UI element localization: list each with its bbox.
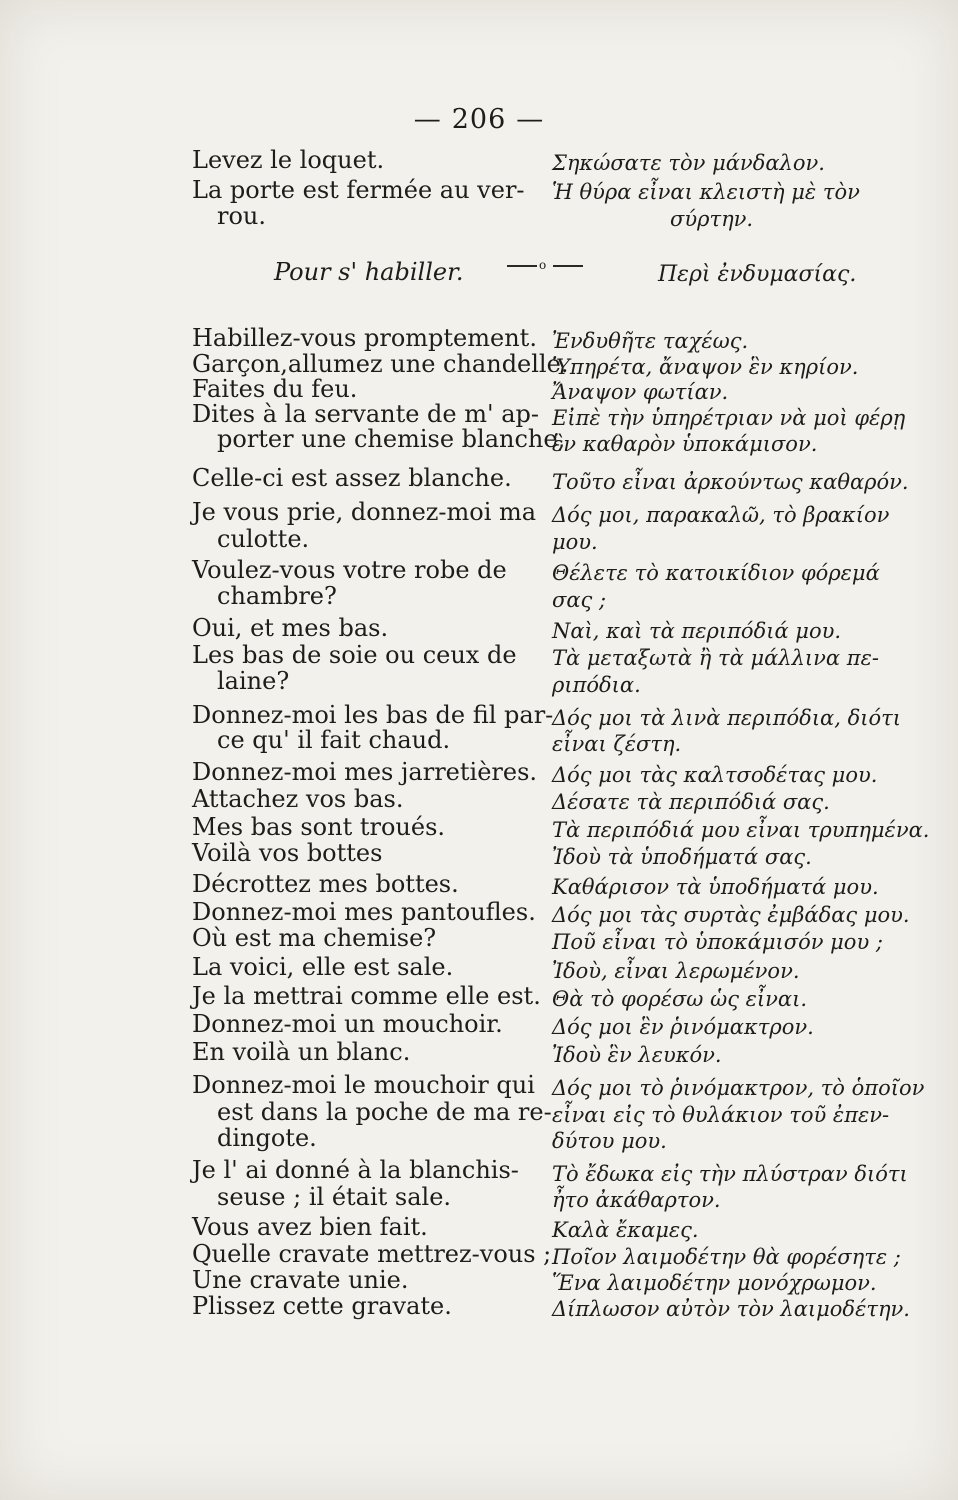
french-line: Faites du feu. [192,375,358,403]
french-line: Donnez-moi mes jarretières. [192,758,538,786]
french-line: Voilà vos bottes [192,839,383,867]
greek-line: Τὰ περιπόδιά μου εἶναι τρυπημένα. [552,818,930,842]
french-line: Oui, et mes bas. [192,614,389,642]
greek-line: Τὸ ἔδωκα εἰς τὴν πλύστραν διότι [552,1162,908,1186]
french-line: En voilà un blanc. [192,1038,411,1066]
greek-line: Δός μοι τὰ λινὰ περιπόδια, διότι [552,706,901,730]
greek-line: Δός μοι τὰς καλτσοδέτας μου. [552,763,878,787]
greek-line: Θὰ τὸ φορέσω ὡς εἶναι. [552,987,808,1011]
french-line: Une cravate unie. [192,1266,409,1294]
greek-line: Ἰδοὺ τὰ ὑποδήματά σας. [552,845,812,869]
greek-line: Δέσατε τὰ περιπόδιά σας. [552,790,830,814]
french-line: Garçon,allumez une chandelle. [192,350,569,378]
greek-line: Τοῦτο εἶναι ἀρκούντως καθαρόν. [552,470,909,494]
greek-line: Ποῦ εἶναι τὸ ὑποκάμισόν μου ; [552,930,883,954]
greek-line: Εἰπὲ τὴν ὑπηρέτριαν νὰ μοὶ φέρῃ [552,406,906,430]
greek-line: Τὰ μεταξωτὰ ἢ τὰ μάλλινα πε- [552,646,879,670]
greek-line: Καθάρισον τὰ ὑποδήματά μου. [552,875,879,899]
french-line: porter une chemise blanche, [217,425,566,453]
greek-line: Ἐνδυθῆτε ταχέως. [552,329,749,353]
french-line: Donnez-moi les bas de fil par- [192,701,554,729]
greek-line: Δός μοι, παρακαλῶ, τὸ βρακίον [552,503,890,527]
french-line: Quelle cravate mettrez-vous ; [192,1240,552,1268]
greek-line: Ὑπηρέτα, ἄναψον ἓν κηρίον. [552,355,859,379]
french-line: La porte est fermée au ver- [192,176,525,204]
french-line: Habillez-vous promptement. [192,324,537,352]
french-line: Mes bas sont troués. [192,813,446,841]
page-number-dash-left: — [413,104,442,135]
greek-line: εἶναι εἰς τὸ θυλάκιον τοῦ ἐπεν- [552,1103,890,1127]
french-line: Vous avez bien fait. [192,1213,428,1241]
french-line: Donnez-moi mes pantoufles. [192,898,536,926]
french-line: rou. [217,202,267,230]
french-line: Je l' ai donné à la blanchis- [192,1156,519,1184]
greek-line: σύρτην. [670,207,754,231]
greek-line: Ἰδοὺ ἓν λευκόν. [552,1043,722,1067]
french-line: Donnez-moi le mouchoir qui [192,1071,535,1099]
greek-line: Δός μοι τὸ ῥινόμακτρον, τὸ ὁποῖον [552,1076,925,1100]
french-line: Donnez-moi un mouchoir. [192,1010,503,1038]
french-line: seuse ; il était sale. [217,1183,452,1211]
french-line: Je la mettrai comme elle est. [192,982,541,1010]
french-line: dingote. [217,1124,317,1152]
greek-section-heading: Περὶ ἐνδυμασίας. [658,262,857,287]
greek-line: ριπόδια. [552,673,641,697]
greek-line: Δίπλωσον αὐτὸν τὸν λαιμοδέτην. [552,1297,910,1321]
greek-line: ἓν καθαρὸν ὑποκάμισον. [552,432,818,456]
french-line: chambre? [217,582,337,610]
french-line: La voici, elle est sale. [192,953,454,981]
french-line: Où est ma chemise? [192,924,437,952]
french-line: Levez le loquet. [192,146,385,174]
greek-line: δύτου μου. [552,1129,667,1153]
greek-line: Ἰδοὺ, εἶναι λερωμένον. [552,959,800,983]
section-separator [507,258,583,272]
greek-line: Καλὰ ἔκαμες. [552,1218,699,1242]
french-line: Plissez cette gravate. [192,1292,452,1320]
french-line: est dans la poche de ma re- [217,1098,552,1126]
french-line: Les bas de soie ou ceux de [192,641,517,669]
greek-line: Σηκώσατε τὸν μάνδαλον. [552,151,825,175]
french-line: ce qu' il fait chaud. [217,726,451,754]
greek-line: Δός μοι ἓν ῥινόμακτρον. [552,1015,814,1039]
page-number-value: 206 [451,104,507,135]
greek-line: Ποῖον λαιμοδέτην θὰ φορέσητε ; [552,1245,901,1269]
greek-line: Ναὶ, καὶ τὰ περιπόδιά μου. [552,619,842,643]
french-section-heading: Pour s' habiller. [274,258,464,286]
greek-line: μου. [552,530,598,554]
greek-line: εἶναι ζέστη. [552,732,682,756]
french-line: laine? [217,667,290,695]
greek-line: Ἕνα λαιμοδέτην μονόχρωμον. [552,1271,877,1295]
greek-line: σας ; [552,588,607,612]
french-line: Voulez-vous votre robe de [192,556,507,584]
page-number-dash-right: — [516,104,545,135]
separator-mark: o [539,258,547,272]
french-line: Dites à la servante de m' ap- [192,400,540,428]
greek-line: Θέλετε τὸ κατοικίδιον φόρεμά [552,561,880,585]
page-number [0,104,958,135]
greek-line: ἦτο ἀκάθαρτον. [552,1188,721,1212]
french-line: Décrottez mes bottes. [192,870,459,898]
greek-line: Ἄναψον φωτίαν. [552,380,729,404]
greek-line: Ἡ θύρα εἶναι κλειστὴ μὲ τὸν [552,180,860,204]
french-line: Attachez vos bas. [192,785,404,813]
french-line: culotte. [217,525,310,553]
french-line: Celle-ci est assez blanche. [192,464,512,492]
greek-line: Δός μοι τὰς συρτὰς ἐμβάδας μου. [552,903,910,927]
french-line: Je vous prie, donnez-moi ma [192,498,537,526]
